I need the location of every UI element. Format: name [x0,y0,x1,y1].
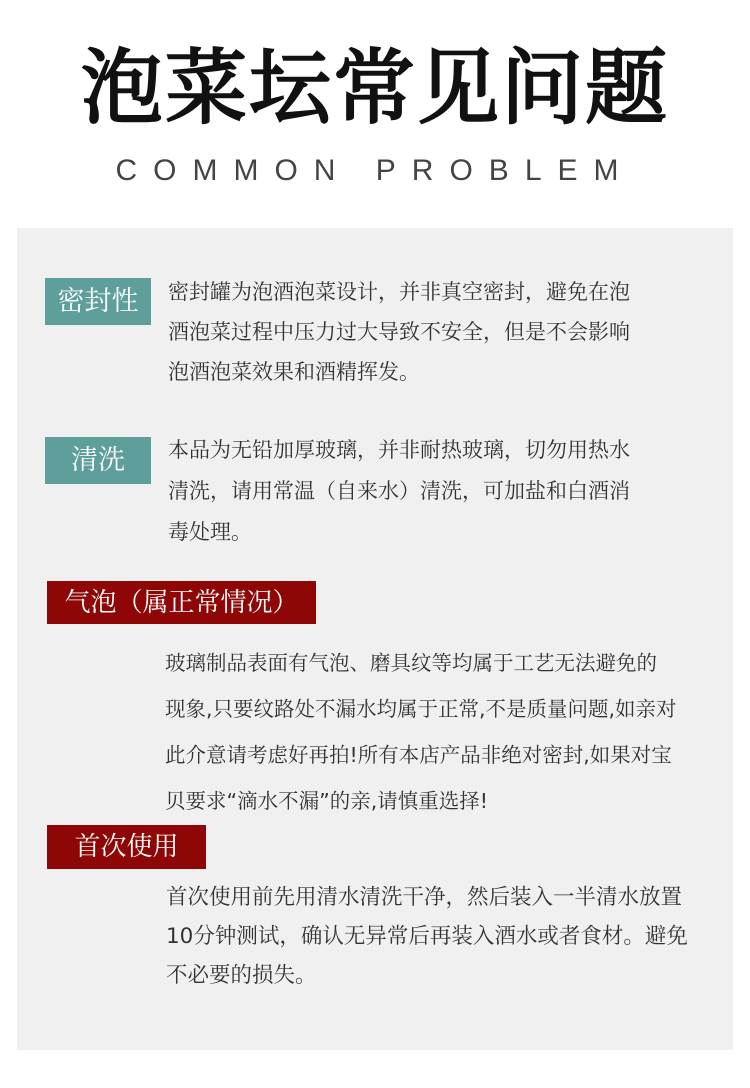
page-subtitle: COMMON PROBLEM [115,154,635,187]
section-tag-first-use: 首次使用 [47,825,206,869]
section-text-bubbles: 玻璃制品表面有气泡、磨具纹等均属于工艺无法避免的 现象,只要纹路处不漏水均属于正常,不是质量问题,如亲对 此介意请考虑好再拍!所有本店产品非绝对密封,如果对宝 贝要求“滴水不漏”的亲,请慎重选择! [165,651,677,813]
section-tag-bubbles: 气泡（属正常情况） [47,581,316,624]
section-tag-cleaning: 清洗 [45,437,151,484]
page-title: 泡菜坛常见问题 [80,41,669,136]
section-text-cleaning: 本品为无铅加厚玻璃，并非耐热玻璃，切勿用热水 清洗，请用常温（自来水）清洗，可加盐和白酒消 毒处理。 [168,438,630,544]
section-tag-sealing: 密封性 [45,278,151,325]
section-text-sealing: 密封罐为泡酒泡菜设计，并非真空密封，避免在泡 酒泡菜过程中压力过大导致不安全，但是不会影响 泡酒泡菜效果和酒精挥发。 [168,280,630,384]
section-text-first-use: 首次使用前先用清水清洗干净，然后装入一半清水放置 10分钟测试，确认无异常后再装入酒水或者食材。避免 不必要的损失。 [166,885,688,988]
